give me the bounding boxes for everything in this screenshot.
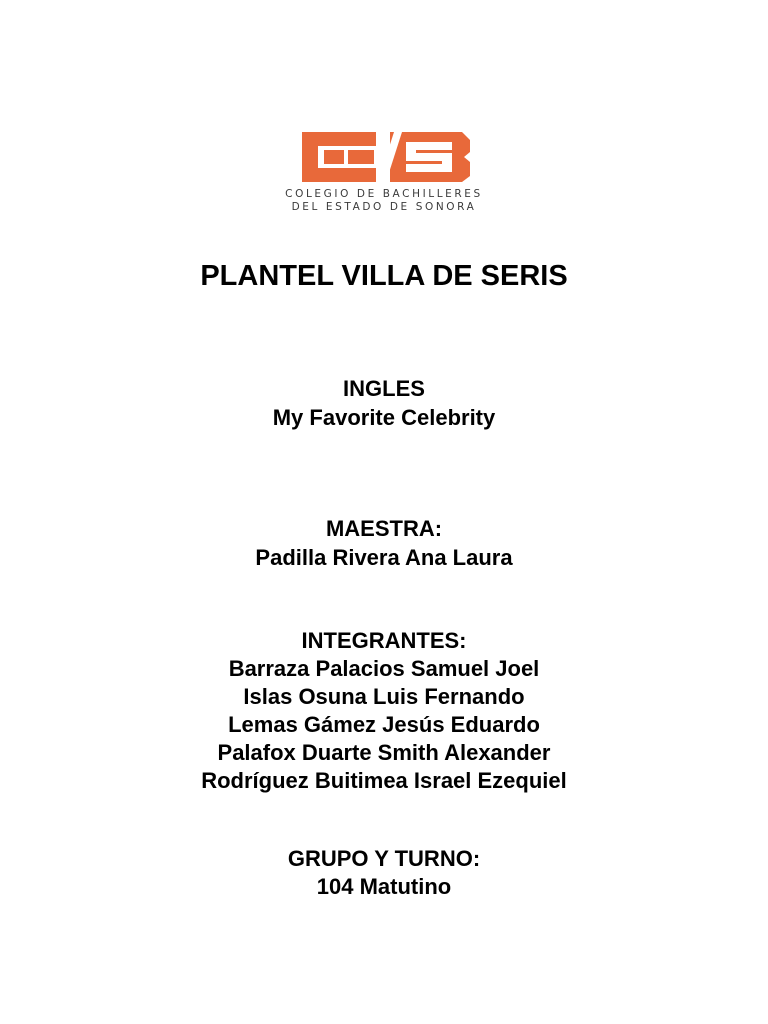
teacher-label: MAESTRA: (325, 516, 443, 541)
page-title: PLANTEL VILLA DE SERIS (200, 260, 568, 292)
member-name: Islas Osuna Luis Fernando (243, 684, 525, 709)
members-label: INTEGRANTES: (301, 628, 467, 653)
member-name: Barraza Palacios Samuel Joel (228, 656, 540, 681)
institution-logo (264, 128, 504, 216)
member-name: Lemas Gámez Jesús Eduardo (228, 712, 540, 737)
teacher-name: Padilla Rivera Ana Laura (255, 545, 513, 570)
group-value: 104 Matutino (316, 874, 452, 899)
cobach-logo-mark (294, 128, 474, 186)
logo-text-line-1: COLEGIO DE BACHILLERES (285, 188, 483, 200)
subject-topic: My Favorite Celebrity (272, 405, 496, 430)
group-label: GRUPO Y TURNO: (287, 846, 481, 871)
logo-text-line-2: DEL ESTADO DE SONORA (291, 201, 477, 213)
member-name: Rodríguez Buitimea Israel Ezequiel (201, 768, 567, 793)
member-name: Palafox Duarte Smith Alexander (217, 740, 551, 765)
subject-label: INGLES (343, 376, 425, 401)
